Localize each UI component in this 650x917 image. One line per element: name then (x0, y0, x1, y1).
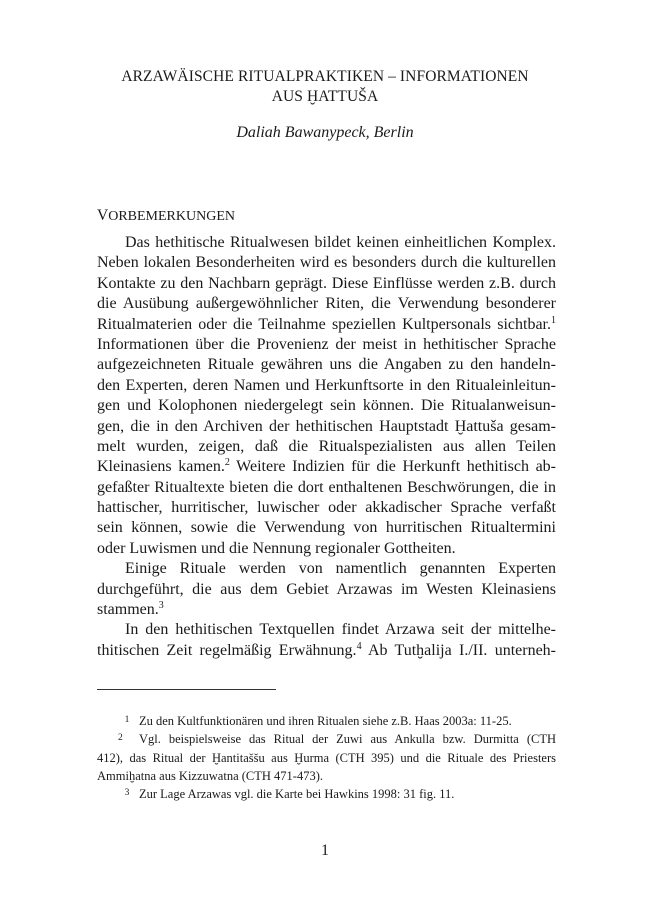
footnote-line (97, 767, 556, 785)
section-heading (97, 207, 235, 225)
body-line (97, 620, 556, 640)
body-line-text: thitischen Zeit regelmäßig Erwähnung. (97, 641, 357, 659)
footnote-line (97, 730, 556, 748)
body-line-text-continued: Weitere Indizien für die Herkunft hethitisch ab- (229, 458, 556, 476)
footnote-line (97, 749, 556, 767)
body-line-text: stammen. (97, 601, 159, 619)
body-line-text: Kontakte zu den Nachbarn geprägt. Diese Einflüsse werden z.B. durch (97, 274, 556, 292)
body-line-text: hattischer, hurritischer, luwischer oder akkadischer Sprache verfaßt (97, 499, 556, 517)
footnote-text: Zu den Kultfunktionären und ihren Ritualen siehe z.B. Haas 2003a: 11-25. (139, 714, 512, 728)
body-line-text: Kleinasiens kamen. (97, 458, 225, 476)
body-line-text: durchgeführt, die aus dem Gebiet Arzawas im Westen Kleinasiens (97, 580, 556, 598)
body-line-text: Das hethitische Ritualwesen bildet keinen einheitlichen Komplex. (125, 234, 556, 251)
body-line (97, 518, 556, 538)
body-line (97, 294, 556, 314)
footnote-reference[interactable]: 4 (356, 640, 362, 652)
footnote-text: Ammiḫatna aus Kizzuwatna (CTH 471-473). (97, 768, 323, 783)
footnote-separator (97, 689, 276, 690)
footnote-number: 1 (124, 715, 130, 725)
body-line-text: sein können, sowie die Verwendung von hurritischen Ritualtermini (97, 519, 556, 537)
footnote-line (97, 712, 556, 730)
body-line-text-continued: Ab Tutḫalija I./II. unterneh- (361, 641, 557, 659)
footnote-number: 2 (118, 733, 123, 744)
body-line-text: Ritualmaterien oder die Teilnahme speziellen Kultpersonals sichtbar. (97, 315, 551, 333)
body-line-text: melt wurden, zeigen, daß die Ritualspezialisten aus allen Teilen (97, 437, 556, 455)
body-line-text: oder Luwismen und die Nennung regionaler Gottheiten. (97, 539, 456, 557)
paper-title (60, 67, 590, 107)
body-line-text: Neben lokalen Besonderheiten wird es besonders durch die kulturellen (97, 254, 556, 272)
body-line (97, 355, 556, 375)
footnote-reference[interactable]: 1 (551, 314, 556, 326)
footnote-reference[interactable]: 2 (224, 457, 230, 469)
title-line-1: ARZAWÄISCHE RITUALPRAKTIKEN – INFORMATIONEN (121, 68, 529, 85)
body-line-text: den Experten, deren Namen und Herkunftsorte in den Ritualeinleitun- (97, 376, 556, 394)
title-line-2: AUS ḪATTUŠA (271, 88, 379, 105)
body-line (97, 600, 556, 620)
body-line (97, 396, 556, 416)
body-line (97, 498, 556, 518)
body-line (97, 315, 556, 335)
footnote (97, 712, 556, 730)
body-text (97, 233, 556, 661)
body-line (97, 559, 556, 579)
footnote-text: Zur Lage Arzawas vgl. die Karte bei Hawkins 1998: 31 fig. 11. (139, 787, 455, 802)
body-line (97, 335, 556, 355)
body-line-text: aufgezeichneten Rituale gewähren uns die Angaben zu den handeln- (97, 356, 556, 374)
footnote-text: 412), das Ritual der Ḫantitaššu aus Ḫurma (CTH 395) und die Rituale des Priesters (97, 750, 556, 765)
body-line (97, 417, 556, 437)
footnote (97, 785, 556, 803)
body-line-text: die Ausübung außergewöhnlicher Riten, die Verwendung besonderer (97, 295, 556, 313)
body-line (97, 478, 556, 498)
body-line-text: Einige Rituale werden von namentlich genannten Experten (125, 560, 556, 578)
footnote-reference[interactable]: 3 (158, 600, 164, 612)
body-line (97, 457, 556, 477)
footnote-text: Vgl. beispielsweise das Ritual der Zuwi aus Ankulla bzw. Durmitta (CTH (139, 732, 556, 747)
footnote-number: 3 (124, 788, 130, 799)
footnote-line (97, 785, 556, 803)
body-line (97, 233, 556, 253)
body-line (97, 437, 556, 457)
body-line-text: gen und Kolophonen niedergelegt sein können. Die Ritualanweisun- (97, 397, 556, 415)
body-line-text: In den hethitischen Textquellen findet Arzawa seit der mittelhe- (125, 621, 556, 639)
body-line-text: gen, die in den Archiven der hethitischen Hauptstadt Ḫattuša gesam- (97, 417, 556, 435)
body-line-text: gefaßter Ritualtexte bieten die dort enthaltenen Beschwörungen, die in (97, 478, 556, 496)
page-number: 1 (321, 842, 329, 859)
section-heading-rest: ORBEMERKUNGEN (108, 209, 235, 224)
body-line (97, 274, 556, 294)
body-line-text: Informationen über die Provenienz der meist in hethitischer Sprache (97, 335, 556, 353)
body-line (97, 539, 556, 559)
body-line (97, 580, 556, 600)
body-line (97, 376, 556, 396)
footnote (97, 730, 556, 785)
body-line (97, 253, 556, 273)
body-line (97, 641, 556, 661)
section-heading-initial: V (97, 207, 109, 224)
author-line: Daliah Bawanypeck, Berlin (236, 124, 414, 141)
footnotes (97, 712, 556, 803)
